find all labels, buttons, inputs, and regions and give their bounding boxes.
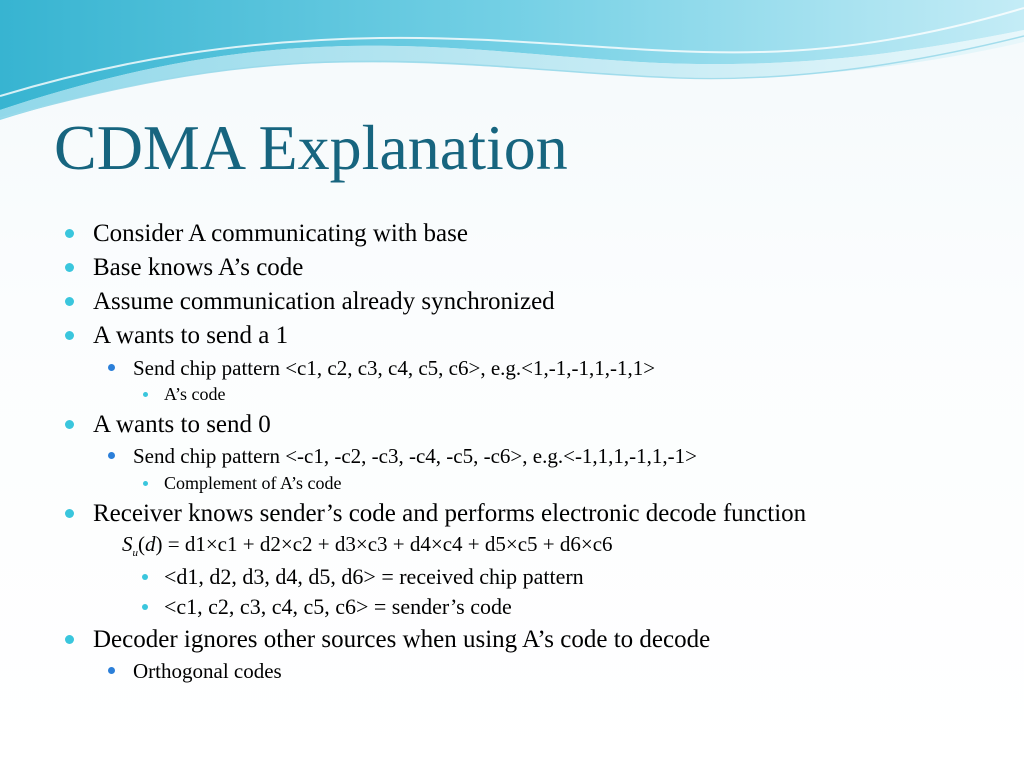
bullet-text: Receiver knows sender’s code and performs electronic decode function	[93, 500, 807, 527]
bullet-dot	[65, 229, 74, 238]
bullet-text: Base knows A’s code	[93, 254, 304, 281]
formula-rhs: = d1×c1 + d2×c2 + d3×c3 + d4×c4 + d5×c5 + d6×c6	[167, 532, 613, 556]
sub-bullet-text: <c1, c2, c3, c4, c5, c6> = sender’s code	[164, 594, 512, 619]
sub-bullet-dot	[108, 364, 115, 371]
sub-bullet-text: Orthogonal codes	[133, 659, 282, 683]
sub-sub-bullet-text: Complement of A’s code	[164, 473, 342, 493]
bullet-dot	[65, 635, 74, 644]
formula-argument: d	[145, 532, 156, 556]
decode-formula: $S_u(d) = d1\times c1 + d2\times c2 + d3\times c3 + d4\times c4 + d5\times c5 + d6\times c6$	[122, 532, 613, 560]
sub-bullet-dot	[108, 667, 115, 674]
bullet-dot	[65, 331, 74, 340]
bullet-text: A wants to send 0	[93, 411, 271, 438]
sub-sub-bullet-dot	[143, 481, 148, 486]
slide-title: CDMA Explanation	[54, 112, 568, 183]
sub-sub-bullet-dot	[143, 392, 148, 397]
bullet-text: Assume communication already synchronized	[93, 288, 555, 315]
sub-bullet-text: Send chip pattern <c1, c2, c3, c4, c5, c6>, e.g.<1,-1,-1,1,-1,1>	[133, 356, 656, 380]
bullet-dot	[65, 509, 74, 518]
bullet-text: Decoder ignores other sources when using A’s code to decode	[93, 626, 711, 653]
sub-bullet-text: <d1, d2, d3, d4, d5, d6> = received chip pattern	[164, 564, 584, 589]
bullet-dot	[65, 420, 74, 429]
sub-bullet-text: Send chip pattern <-c1, -c2, -c3, -c4, -c5, -c6>, e.g.<-1,1,1,-1,1,-1>	[133, 444, 698, 468]
sub-bullet-dot	[142, 574, 148, 580]
bullet-text: Consider A communicating with base	[93, 220, 468, 247]
formula-subscript: u	[132, 547, 138, 560]
bullet-text: A wants to send a 1	[93, 322, 289, 349]
bullet-dot	[65, 297, 74, 306]
formula-symbol: S	[122, 532, 133, 556]
sub-bullet-dot	[108, 452, 115, 459]
sub-bullet-dot	[142, 604, 148, 610]
bullet-dot	[65, 263, 74, 272]
sub-sub-bullet-text: A’s code	[164, 384, 226, 404]
